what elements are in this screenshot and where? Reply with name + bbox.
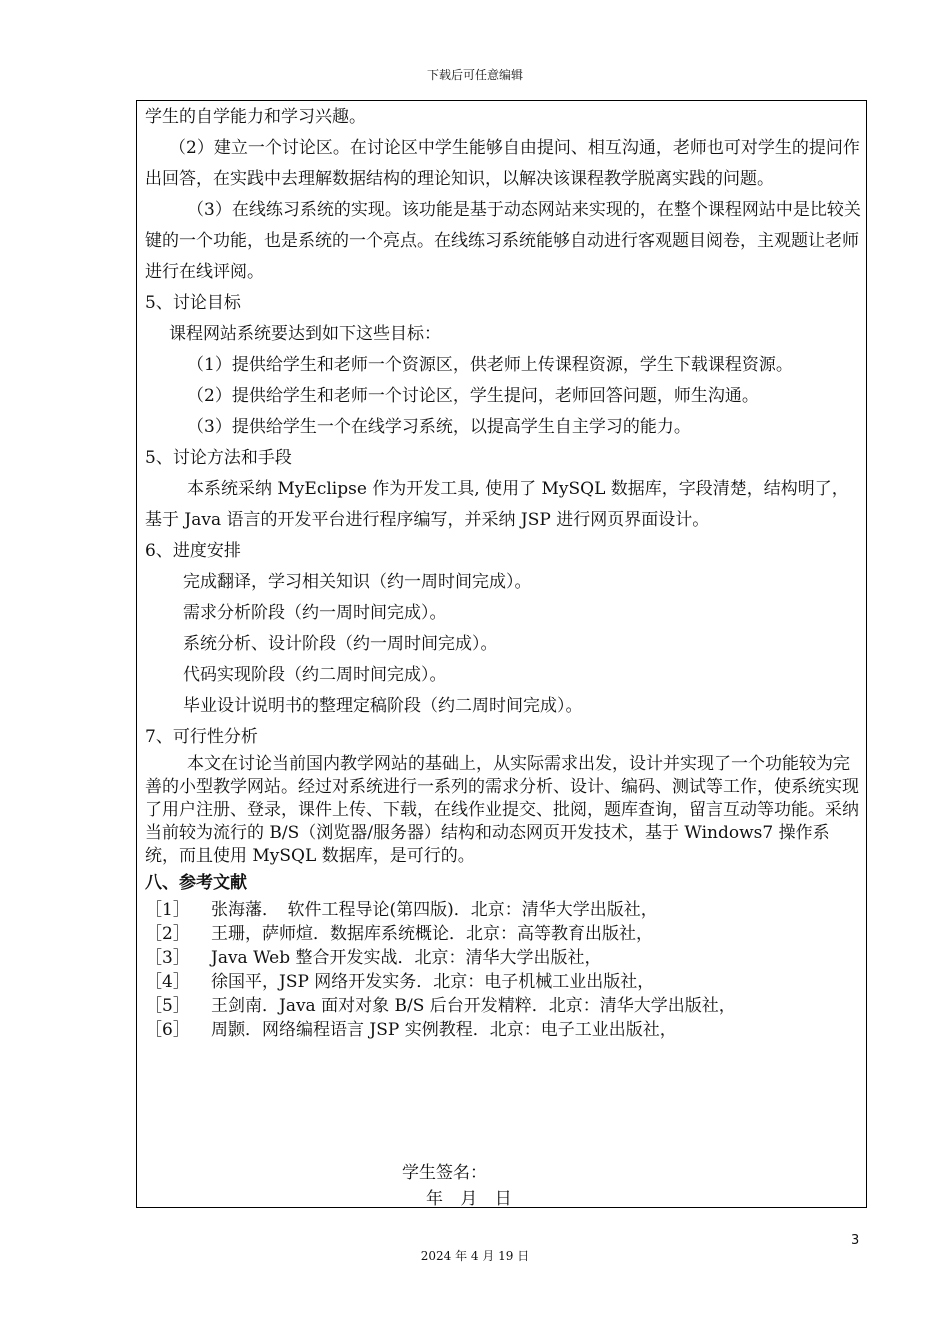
paragraph: （1）提供给学生和老师一个资源区，供老师上传课程资源，学生下载课程资源。 — [187, 355, 793, 375]
reference-item — [145, 922, 861, 946]
reference-number: ［3］ — [145, 948, 190, 968]
student-signature-label: 学生签名： — [402, 1163, 487, 1183]
schedule-item: 毕业设计说明书的整理定稿阶段（约二周时间完成）。 — [183, 696, 583, 716]
page-header: 下载后可任意编辑 — [426, 68, 523, 82]
page-number: 3 — [851, 1233, 860, 1248]
reference-text: 张海藩． 软件工程导论(第四版)．北京：清华大学出版社， — [211, 900, 658, 920]
paragraph: （2）提供给学生和老师一个讨论区，学生提问，老师回答问题，师生沟通。 — [187, 386, 759, 406]
section-heading: 5、讨论方法和手段 — [145, 448, 292, 468]
reference-text: 徐国平，JSP 网络开发实务．北京：电子机械工业出版社， — [211, 972, 655, 992]
reference-number: ［2］ — [145, 924, 190, 944]
schedule-item: 系统分析、设计阶段（约一周时间完成）。 — [183, 634, 498, 654]
reference-item — [145, 970, 861, 994]
reference-number: ［5］ — [145, 996, 190, 1016]
paragraph: 课程网站系统要达到如下这些目标： — [169, 324, 441, 344]
paragraph: （3）提供给学生一个在线学习系统，以提高学生自主学习的能力。 — [187, 417, 691, 437]
paragraph: （2）建立一个讨论区。在讨论区中学生能够自由提问、相互沟通，老师也可对学生的提问作出回答，在实践中去理解数据结构的理论知识，以解决该课程教学脱离实践的问题。 — [145, 138, 860, 189]
reference-number: ［6］ — [145, 1020, 190, 1040]
paragraph: （3）在线练习系统的实现。该功能是基于动态网站来实现的，在整个课程网站中是比较关键的一个功能，也是系统的一个亮点。在线练习系统能够自动进行客观题目阅卷，主观题让老师进行在线评阅。 — [145, 200, 861, 282]
schedule-item: 需求分析阶段（约一周时间完成）。 — [183, 603, 447, 623]
reference-item — [145, 946, 861, 970]
schedule-item: 完成翻译，学习相关知识（约一周时间完成）。 — [183, 572, 532, 592]
schedule-item: 代码实现阶段（约二周时间完成）。 — [183, 665, 447, 685]
section-heading: 7、可行性分析 — [145, 727, 258, 747]
section-heading: 5、讨论目标 — [145, 293, 241, 313]
document-body — [145, 102, 861, 1042]
reference-item — [145, 1018, 861, 1042]
reference-item — [145, 994, 861, 1018]
reference-number: ［4］ — [145, 972, 190, 992]
reference-text: 周颢．网络编程语言 JSP 实例教程．北京：电子工业出版社， — [211, 1020, 677, 1040]
reference-list — [145, 898, 861, 1042]
page-footer-date: 2024 年 4 月 19 日 — [420, 1249, 530, 1263]
paragraph: 学生的自学能力和学习兴趣。 — [145, 107, 366, 127]
reference-text: 王剑南．Java 面对对象 B/S 后台开发精粹．北京：清华大学出版社， — [211, 996, 736, 1016]
references-heading: 八、参考文献 — [145, 873, 247, 893]
paragraph: 本文在讨论当前国内教学网站的基础上，从实际需求出发，设计并实现了一个功能较为完善的小型教学网站。经过对系统进行一系列的需求分析、设计、编码、测试等工作，使系统实现了用户注册、登录，课件上传、下载，在线作业提交、批阅，题库查询，留言互动等功能。采纳当前较为流行的 B/S（浏览器/服务器）结构和动态网页开发技术，基于 Windows7 操作系统，而且使用 MySQL 数据库，是可行的。 — [145, 754, 859, 866]
reference-text: Java Web 整合开发实战．北京：清华大学出版社， — [211, 948, 602, 968]
reference-text: 王珊，萨师煊．数据库系统概论．北京：高等教育出版社， — [211, 924, 653, 944]
signature-date: 年 月 日 — [426, 1189, 518, 1209]
paragraph: 本系统采纳 MyEclipse 作为开发工具, 使用了 MySQL 数据库，字段清楚，结构明了，基于 Java 语言的开发平台进行程序编写，并采纳 JSP 进行网页界面设计。 — [145, 479, 849, 530]
reference-number: ［1］ — [145, 900, 190, 920]
reference-item — [145, 898, 861, 922]
section-heading: 6、进度安排 — [145, 541, 241, 561]
